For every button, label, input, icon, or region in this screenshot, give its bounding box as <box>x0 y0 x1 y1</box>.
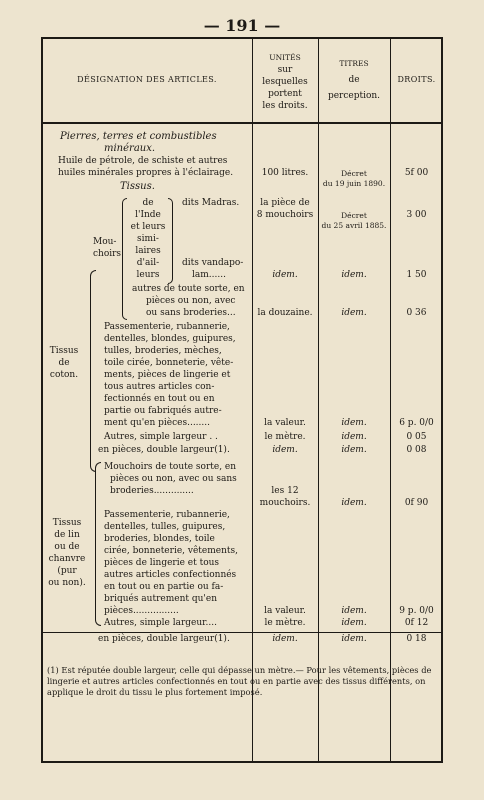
coton-passement-line: dentelles, blondes, guipures, <box>104 334 236 344</box>
vandapo-titre: idem. <box>341 270 367 280</box>
coton-passement-line: fectionnés en tout ou en <box>104 394 215 404</box>
coton-passement-line: Passementerie, rubannerie, <box>104 322 230 332</box>
lin-mouchoirs-droit: 0f 90 <box>404 498 429 508</box>
autres-mouchoirs-desc: pièces ou non, avec <box>146 296 236 306</box>
header-rule <box>41 122 443 124</box>
coton-passement-line: partie ou fabriqués autre- <box>104 406 222 416</box>
huile-desc: huiles minérales propres à l'éclairage. <box>58 168 234 178</box>
inde-text: l'Inde <box>135 210 161 220</box>
section-heading-pierres: Pierres, terres et combustibles <box>60 131 217 142</box>
lin-mouchoirs-desc: broderies.............. <box>110 486 194 496</box>
lin-passement-line: en tout ou en partie ou fa- <box>104 582 224 592</box>
lin-passement-line: briqués autrement qu'en <box>104 594 218 604</box>
lin-label: (pur <box>57 566 77 576</box>
mouchoirs-label: choirs <box>93 249 122 259</box>
inde-text: leurs <box>136 270 160 280</box>
inde-text: d'ail- <box>136 258 160 268</box>
column-divider <box>318 37 319 763</box>
coton-autres-double: en pièces, double largeur(1). <box>98 445 230 455</box>
coton-autres-double-droit: 0 08 <box>406 445 427 455</box>
lin-mouchoirs-desc: pièces ou non, avec ou sans <box>110 474 237 484</box>
autres-mouchoirs-desc: autres de toute sorte, en <box>132 284 245 294</box>
header-titres <box>319 58 389 102</box>
lin-passement-line: dentelles, tulles, guipures, <box>104 522 226 532</box>
coton-autres-simple-titre: idem. <box>341 432 367 442</box>
column-divider <box>390 37 391 763</box>
lin-autres-double-droit: 0 18 <box>406 634 427 644</box>
lin-passement-line: autres articles confectionnés <box>104 570 237 580</box>
huile-titre: Décret <box>341 169 367 178</box>
table-bottom-rule <box>41 632 443 633</box>
lin-passement-line: pièces................ <box>104 606 179 616</box>
coton-label: Tissus <box>49 346 79 356</box>
inde-text: laires <box>135 246 161 256</box>
coton-brace <box>90 270 96 472</box>
header-unites-line: lesquelles <box>262 77 308 87</box>
section-heading-tissus: Tissus. <box>120 181 155 192</box>
coton-label: de <box>58 358 70 368</box>
coton-passement-titre: idem. <box>341 418 367 428</box>
vandapo-label: lam...... <box>192 270 226 280</box>
coton-passement-line: tous autres articles con- <box>104 382 215 392</box>
header-designation: DÉSIGNATION DES ARTICLES. <box>77 75 217 84</box>
lin-label: ou non). <box>48 578 86 588</box>
lin-autres-simple-unit: le mètre. <box>264 618 306 628</box>
page-number: — 191 — <box>203 16 281 35</box>
lin-passement-droit: 9 p. 0/0 <box>399 606 434 616</box>
coton-passement-droit: 6 p. 0/0 <box>399 418 434 428</box>
madras-droit: 3 00 <box>406 210 427 220</box>
autres-mouchoirs-titre: idem. <box>341 308 367 318</box>
madras-titre: du 25 avril 1885. <box>321 221 387 230</box>
tariff-table-frame <box>41 37 443 763</box>
lin-autres-double: en pièces, double largeur(1). <box>98 634 230 644</box>
inde-text: et leurs <box>130 222 166 232</box>
header-titres-line: perception. <box>327 91 381 101</box>
column-divider <box>252 37 253 763</box>
vandapo-droit: 1 50 <box>406 270 427 280</box>
coton-autres-double-unit: idem. <box>272 445 298 455</box>
lin-autres-double-unit: idem. <box>272 634 298 644</box>
vandapo-label: dits vandapo- <box>182 258 244 268</box>
lin-mouchoirs-unit: mouchoirs. <box>259 498 311 508</box>
autres-mouchoirs-unit: la douzaine. <box>257 308 313 318</box>
vandapo-unit: idem. <box>272 270 298 280</box>
header-droits: DROITS. <box>397 75 436 84</box>
lin-autres-simple: Autres, simple largeur.... <box>104 618 217 628</box>
lin-label: ou de <box>54 542 80 552</box>
autres-mouchoirs-droit: 0 36 <box>406 308 427 318</box>
coton-autres-double-titre: idem. <box>341 445 367 455</box>
lin-mouchoirs-desc: Mouchoirs de toute sorte, en <box>104 462 237 472</box>
lin-passement-unit: la valeur. <box>264 606 306 616</box>
coton-passement-line: tulles, broderies, mèches, <box>104 346 222 356</box>
lin-label: Tissus <box>52 518 82 528</box>
madras-unit: la pièce de <box>260 198 310 208</box>
lin-autres-simple-titre: idem. <box>341 618 367 628</box>
lin-autres-double-titre: idem. <box>341 634 367 644</box>
header-unites <box>253 52 317 112</box>
madras-unit: 8 mouchoirs <box>256 210 314 220</box>
coton-passement-unit: la valeur. <box>264 418 306 428</box>
lin-mouchoirs-titre: idem. <box>341 498 367 508</box>
header-unites-line: les droits. <box>262 101 308 111</box>
huile-desc: Huile de pétrole, de schiste et autres <box>58 156 228 166</box>
header-unites-line: UNITÉS <box>269 53 301 62</box>
huile-droit: 5f 00 <box>404 168 429 178</box>
inde-text: simi- <box>137 234 159 244</box>
lin-passement-line: cirée, bonneterie, vêtements, <box>104 546 238 556</box>
lin-passement-line: Passementerie, rubannerie, <box>104 510 230 520</box>
lin-passement-titre: idem. <box>341 606 367 616</box>
lin-label: chanvre <box>48 554 86 564</box>
huile-titre: du 19 juin 1890. <box>322 179 386 188</box>
footnote: (1) Est réputée double largeur, celle qui dépasse un mètre.— Pour les vêtements, pièces de lingerie et autres articles confectionnés en tout ou en partie avec des tissus différents, on applique le droit du tissu le plus fortement imposé. <box>47 665 432 697</box>
lin-brace <box>95 462 101 626</box>
lin-autres-simple-droit: 0f 12 <box>404 618 429 628</box>
inde-brace <box>168 198 173 284</box>
huile-unit: 100 litres. <box>261 168 309 178</box>
coton-autres-simple-unit: le mètre. <box>264 432 306 442</box>
lin-mouchoirs-unit: les 12 <box>271 486 299 496</box>
madras-titre: Décret <box>341 211 367 220</box>
header-unites-line: sur <box>277 65 293 75</box>
section-heading-pierres-cont: minéraux. <box>104 143 156 154</box>
coton-passement-line: toile cirée, bonneterie, vête- <box>104 358 234 368</box>
header-titres-line: TITRES <box>339 59 369 68</box>
coton-autres-simple: Autres, simple largeur . . <box>104 432 218 442</box>
header-titres-line: de <box>348 75 360 85</box>
lin-label: de lin <box>54 530 80 540</box>
coton-label: coton. <box>49 370 79 380</box>
coton-autres-simple-droit: 0 05 <box>406 432 427 442</box>
mouchoirs-label: Mou- <box>93 237 117 247</box>
coton-passement-line: ments, pièces de lingerie et <box>104 370 231 380</box>
lin-passement-line: broderies, blondes, toile <box>104 534 215 544</box>
madras-label: dits Madras. <box>182 198 240 208</box>
inde-text: de <box>142 198 154 208</box>
coton-passement-line: ment qu'en pièces........ <box>104 418 210 428</box>
lin-passement-line: pièces de lingerie et tous <box>104 558 220 568</box>
header-unites-line: portent <box>268 89 302 99</box>
autres-mouchoirs-desc: ou sans broderies... <box>146 308 236 318</box>
